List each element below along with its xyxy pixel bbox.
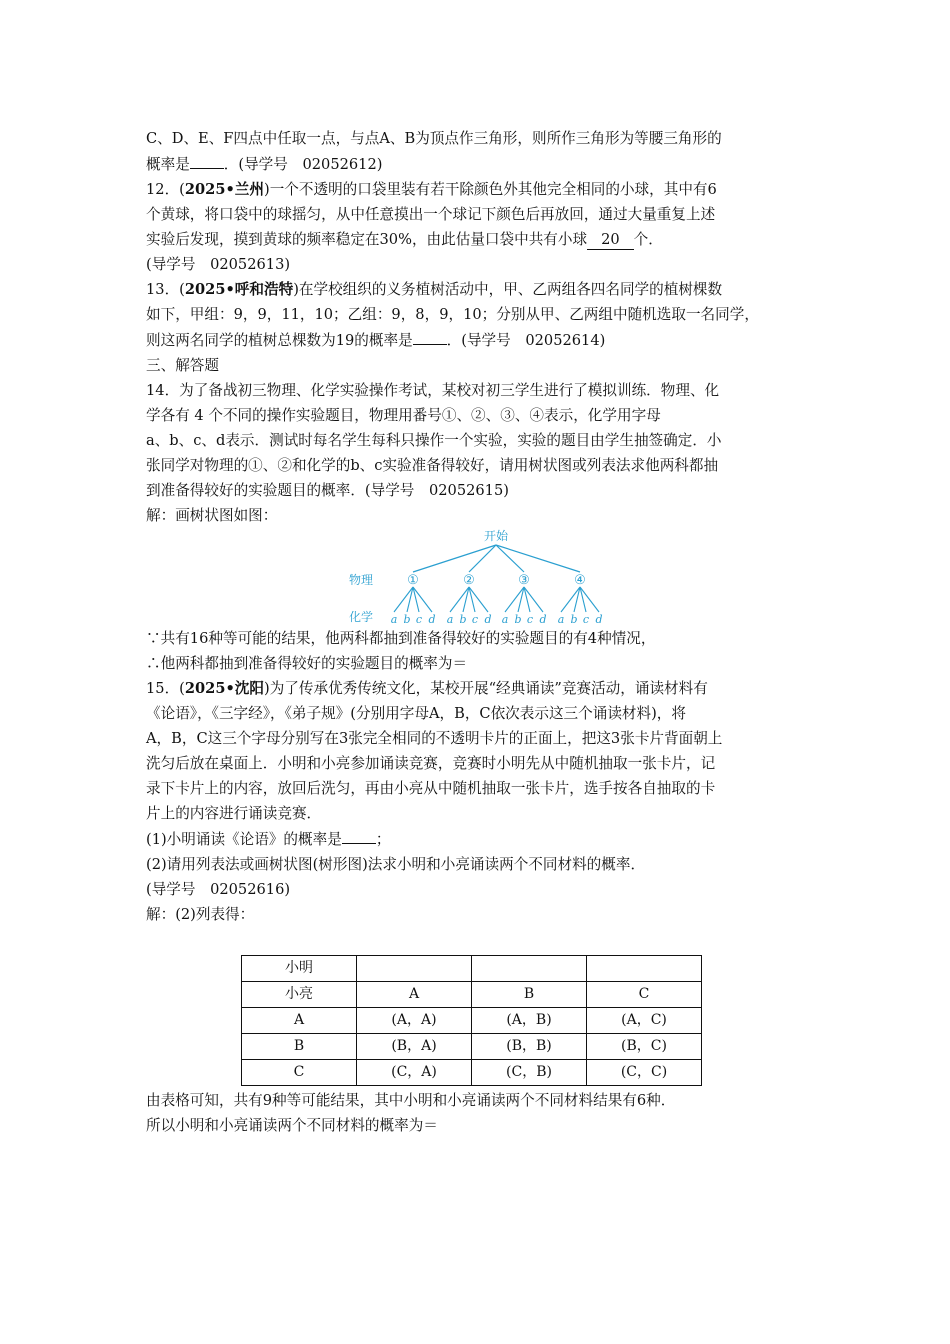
q12-line1 bbox=[146, 177, 808, 202]
tree-leaf-chemistry: b bbox=[459, 613, 467, 626]
q15-sub2: (2)请用列表法或画树状图(树形图)法求小明和小亮诵读两个不同材料的概率． bbox=[146, 856, 646, 873]
q13-text: )在学校组织的义务植树活动中，甲、乙两组各四名同学的植树棵数 bbox=[293, 281, 723, 298]
q13-line3 bbox=[146, 327, 808, 353]
tree-root-label: 开始 bbox=[483, 529, 509, 543]
q15-line5: 录下卡片上的内容，放回后洗匀，再由小亮从中随机抽取一张卡片，选手按各自抽取的卡 bbox=[146, 780, 716, 797]
table-row bbox=[242, 956, 702, 982]
table-cell bbox=[357, 956, 472, 982]
tree-node-physics: ④ bbox=[574, 573, 586, 588]
table-corner-bottom: 小亮 bbox=[242, 982, 357, 1008]
table-row-header: A bbox=[242, 1008, 357, 1034]
q13-source-tag: 2025•呼和浩特 bbox=[184, 281, 294, 298]
q14-conclusion2: ∴他两科都抽到准备得较好的实验题目的概率为＝ bbox=[146, 655, 468, 672]
q15-conclusion2: 所以小明和小亮诵读两个不同材料的概率为＝ bbox=[146, 1117, 438, 1134]
table-cell: (B，C) bbox=[587, 1034, 702, 1060]
table-row bbox=[242, 1008, 702, 1034]
tree-level-label-physics: 物理 bbox=[348, 573, 374, 587]
q14-solution: 解：画树状图如图： bbox=[146, 507, 278, 524]
tree-leaf-chemistry: a bbox=[557, 613, 565, 626]
q15-line1 bbox=[146, 676, 808, 701]
q12-number: 12．( bbox=[146, 181, 185, 198]
tree-leaf-chemistry: a bbox=[390, 613, 398, 626]
q15-sub1 bbox=[146, 826, 808, 852]
table-row bbox=[242, 1060, 702, 1086]
table-cell bbox=[472, 956, 587, 982]
q15-line4: 洗匀后放在桌面上．小明和小亮参加诵读竞赛，竞赛时小明先从中随机抽取一张卡片，记 bbox=[146, 755, 716, 772]
tree-leaf-chemistry: c bbox=[526, 613, 534, 626]
section-heading: 三、解答题 bbox=[146, 357, 219, 374]
q13-line2: 如下，甲组：9，9，11，10；乙组：9，8，9，10；分别从甲、乙两组中随机选取一名同学， bbox=[146, 306, 759, 323]
q12-text: )一个不透明的口袋里装有若干除颜色外其他完全相同的小球，其中有6 bbox=[264, 181, 717, 198]
table-cell bbox=[587, 956, 702, 982]
table-col-header: A bbox=[357, 982, 472, 1008]
table-corner-top: 小明 bbox=[242, 956, 357, 982]
tree-branch-line bbox=[496, 545, 580, 572]
q12-answer: 20 bbox=[587, 231, 634, 250]
q12-line3 bbox=[146, 227, 808, 252]
tree-leaf-chemistry: a bbox=[501, 613, 509, 626]
tree-diagram-svg bbox=[336, 528, 626, 626]
q15-solution: 解：(2)列表得： bbox=[146, 906, 255, 923]
tree-leaf-chemistry: c bbox=[582, 613, 590, 626]
q12-source-tag: 2025•兰州 bbox=[184, 181, 264, 198]
table-col-header: B bbox=[472, 982, 587, 1008]
document-content bbox=[146, 126, 808, 1138]
q14-line2: 学各有 4 个不同的操作实验题目，物理用番号①、②、③、④表示，化学用字母 bbox=[146, 407, 661, 424]
outcome-table-wrapper bbox=[241, 955, 808, 1086]
q15-sub1-text: (1)小明诵读《论语》的概率是 bbox=[146, 831, 342, 848]
q13-text-a: 则这两名同学的植树总棵数为19的概率是 bbox=[146, 332, 413, 349]
q11-answer-blank bbox=[190, 151, 224, 169]
table-cell: (B，A) bbox=[357, 1034, 472, 1060]
q14-conclusion1: ∵共有16种等可能的结果，他两科都抽到准备得较好的实验题目的有4种情况， bbox=[146, 630, 656, 647]
q11-line2 bbox=[146, 151, 808, 177]
tree-leaf-chemistry: b bbox=[570, 613, 578, 626]
table-row bbox=[242, 1034, 702, 1060]
q15-number: 15．( bbox=[146, 680, 185, 697]
tree-level-label-chemistry: 化学 bbox=[348, 610, 374, 624]
table-cell: (C，A) bbox=[357, 1060, 472, 1086]
q15-line3: A，B，C这三个字母分别写在3张完全相同的不透明卡片的正面上，把这3张卡片背面朝上 bbox=[146, 730, 723, 747]
q12-line2: 个黄球，将口袋中的球摇匀，从中任意摸出一个球记下颜色后再放回，通过大量重复上述 bbox=[146, 206, 716, 223]
tree-leaf-chemistry: a bbox=[446, 613, 454, 626]
q15-source-tag: 2025•沈阳 bbox=[184, 680, 264, 697]
q12-ref: (导学号 02052613) bbox=[146, 256, 291, 273]
tree-leaf-chemistry: c bbox=[415, 613, 423, 626]
table-cell: (A，A) bbox=[357, 1008, 472, 1034]
q15-sub1-blank bbox=[342, 826, 376, 844]
q13-number: 13．( bbox=[146, 281, 185, 298]
q13-answer-blank bbox=[413, 327, 447, 345]
q15-text: )为了传承优秀传统文化，某校开展“经典诵读”竞赛活动，诵读材料有 bbox=[264, 680, 708, 697]
q13-text-b: ．(导学号 02052614) bbox=[446, 332, 606, 349]
tree-leaf-chemistry: b bbox=[514, 613, 522, 626]
q11-text-b: ．(导学号 02052612) bbox=[223, 156, 383, 173]
q14-line5: 到准备得较好的实验题目的概率．(导学号 02052615) bbox=[146, 482, 509, 499]
table-col-header: C bbox=[587, 982, 702, 1008]
table-row bbox=[242, 982, 702, 1008]
tree-leaf-chemistry: d bbox=[595, 613, 603, 626]
q14-line1: 14．为了备战初三物理、化学实验操作考试，某校对初三学生进行了模拟训练．物理、化 bbox=[146, 382, 720, 399]
table-cell: (A，C) bbox=[587, 1008, 702, 1034]
q12-text-b: 个． bbox=[633, 231, 663, 248]
tree-leaf-chemistry: c bbox=[471, 613, 479, 626]
q11-line1: C、D、E、F四点中任取一点，与点A、B为顶点作三角形，则所作三角形为等腰三角形的 bbox=[146, 130, 722, 147]
tree-leaf-chemistry: d bbox=[428, 613, 436, 626]
q15-sub1-end: ； bbox=[375, 831, 391, 848]
tree-branch-line bbox=[413, 545, 496, 572]
q15-conclusion1: 由表格可知，共有9种等可能结果，其中小明和小亮诵读两个不同材料结果有6种． bbox=[146, 1092, 676, 1109]
tree-node-physics: ① bbox=[407, 573, 419, 588]
q13-line1 bbox=[146, 277, 808, 302]
outcome-table bbox=[241, 955, 702, 1086]
tree-diagram bbox=[146, 528, 808, 626]
q11-text-a: 概率是 bbox=[146, 156, 190, 173]
q15-line2: 《论语》，《三字经》，《弟子规》(分别用字母A，B，C依次表示这三个诵读材料)，将 bbox=[146, 705, 686, 722]
tree-leaf-chemistry: d bbox=[539, 613, 547, 626]
q12-text-a: 实验后发现，摸到黄球的频率稳定在30%，由此估量口袋中共有小球 bbox=[146, 231, 588, 248]
table-cell: (C，C) bbox=[587, 1060, 702, 1086]
table-cell: (A，B) bbox=[472, 1008, 587, 1034]
q15-line6: 片上的内容进行诵读竞赛． bbox=[146, 805, 322, 822]
q14-line3: a、b、c、d表示．测试时每名学生每科只操作一个实验，实验的题目由学生抽签确定．小 bbox=[146, 432, 722, 449]
q15-ref: (导学号 02052616) bbox=[146, 881, 291, 898]
tree-node-physics: ② bbox=[463, 573, 475, 588]
table-cell: (C，B) bbox=[472, 1060, 587, 1086]
tree-node-physics: ③ bbox=[518, 573, 530, 588]
table-cell: (B，B) bbox=[472, 1034, 587, 1060]
q14-line4: 张同学对物理的①、②和化学的b、c实验准备得较好，请用树状图或列表法求他两科都抽 bbox=[146, 457, 719, 474]
tree-leaf-chemistry: d bbox=[484, 613, 492, 626]
table-row-header: B bbox=[242, 1034, 357, 1060]
tree-leaf-chemistry: b bbox=[403, 613, 411, 626]
table-row-header: C bbox=[242, 1060, 357, 1086]
